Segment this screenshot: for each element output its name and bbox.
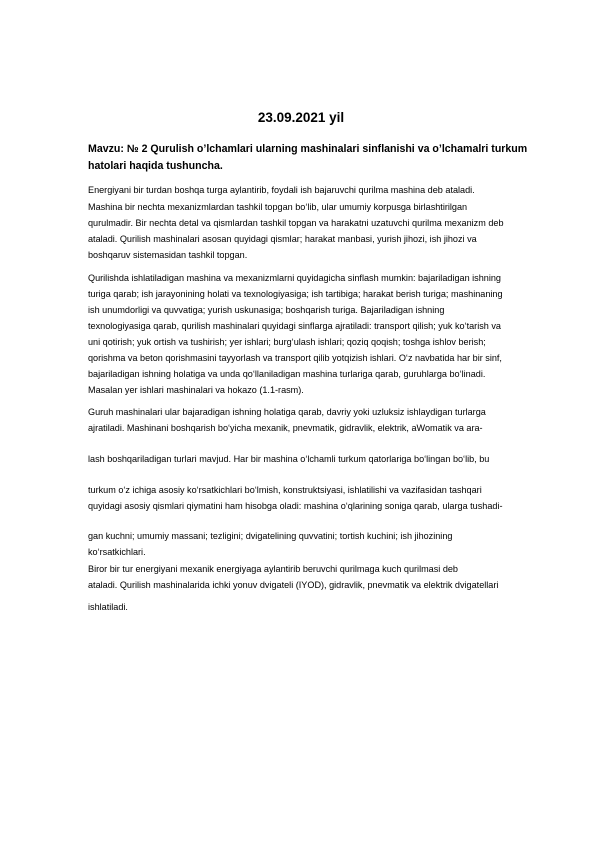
document-title: Mavzu: № 2 Qurulish o’lchamlari ularning mashinalari sinflanishi va o’lchamalri turkum hatolari haqida tushuncha.	[88, 143, 528, 172]
body-line: bajariladigan ishning holatiga va unda qo‘llaniladigan mashina turlariga qarab, guruhlarga bo‘linadi.	[88, 369, 486, 379]
body-line: ishlatiladi.	[88, 602, 128, 612]
document-date: 23.09.2021 yil	[257, 110, 345, 125]
body-line: ataladi. Qurilish mashinalari asosan quyidagi qismlar; harakat manbasi, yurish jihozi, ish jihozi va	[88, 234, 477, 244]
body-line: turiga qarab; ish jarayonining holati va texnologiyasiga; ish tartibiga; harakat berish turiga; mashinaning	[88, 289, 503, 299]
body-line: Qurilishda ishlatiladigan mashina va mexanizmlarni quyidagicha sinflash mumkin: bajariladigan ishning	[88, 273, 501, 283]
body-line: turkum o‘z ichiga asosiy ko‘rsatkichlari bo‘lmish, konstruktsiyasi, ishlatilishi va vazifasidan tashqari	[88, 485, 482, 495]
body-line: Guruh mashinalari ular bajaradigan ishning holatiga qarab, davriy yoki uzluksiz ishlaydigan turlarga	[88, 407, 486, 417]
body-line: Biror bir tur energiyani mexanik energiyaga aylantirib beruvchi qurilmaga kuch qurilmasi deb	[88, 564, 458, 574]
body-line: Mashina bir nechta mexanizmlardan tashkil topgan bo‘lib, ular umumiy korpusga birlashtirilgan	[88, 202, 468, 212]
body-line: ajratiladi. Mashinani boshqarish bo‘yicha mexanik, pnevmatik, gidravlik, elektrik, aWomatik va ara-	[88, 423, 483, 433]
body-line: lash boshqariladigan turlari mavjud. Har bir mashina o‘lchamli turkum qatorlariga bo‘lingan bo‘lib, bu	[88, 454, 490, 464]
body-line: ataladi. Qurilish mashinalarida ichki yonuv dvigateli (IYOD), gidravlik, pnevmatik va elektrik dvigatellari	[88, 580, 499, 590]
body-line: quyidagi asosiy qismlari qiymatini ham hisobga oladi: mashina o‘qlarining soniga qarab, ularga tushadi-	[88, 501, 503, 511]
body-line: gan kuchni; umumiy massani; tezligini; dvigatelining quvvatini; tortish kuchini; ish jihozining	[88, 531, 453, 541]
body-line: ish unumdorligi va quvvatiga; yurish uskunasiga; boshqarish turiga. Bajariladigan ishning	[88, 305, 445, 315]
body-line: boshqaruv sistemasidan tashkil topgan.	[88, 250, 248, 260]
body-line: uni qotirish; yuk ortish va tushirish; yer ishlari; burg‘ulash ishlari; qoziq qoqish; toshga ishlov berish;	[88, 337, 486, 347]
body-line: ko‘rsatkichlari.	[88, 547, 146, 557]
body-line: qurulmadir. Bir nechta detal va qismlardan tashkil topgan va harakatni uzatuvchi qurilma mexanizm deb	[88, 218, 504, 228]
body-line: Masalan yer ishlari mashinalari va hokazo (1.1-rasm).	[88, 385, 304, 395]
body-line: Energiyani bir turdan boshqa turga aylantirib, foydali ish bajaruvchi qurilma mashina deb ataladi.	[88, 185, 475, 195]
body-line: qorishma va beton qorishmasini tayyorlash va transport qilib yotqizish ishlari. O‘z navbatida har bir sinf,	[88, 353, 502, 363]
body-line: texnologiyasiga qarab, qurilish mashinalari quyidagi sinflarga ajratiladi: transport qilish; yuk ko‘tarish va	[88, 321, 501, 331]
